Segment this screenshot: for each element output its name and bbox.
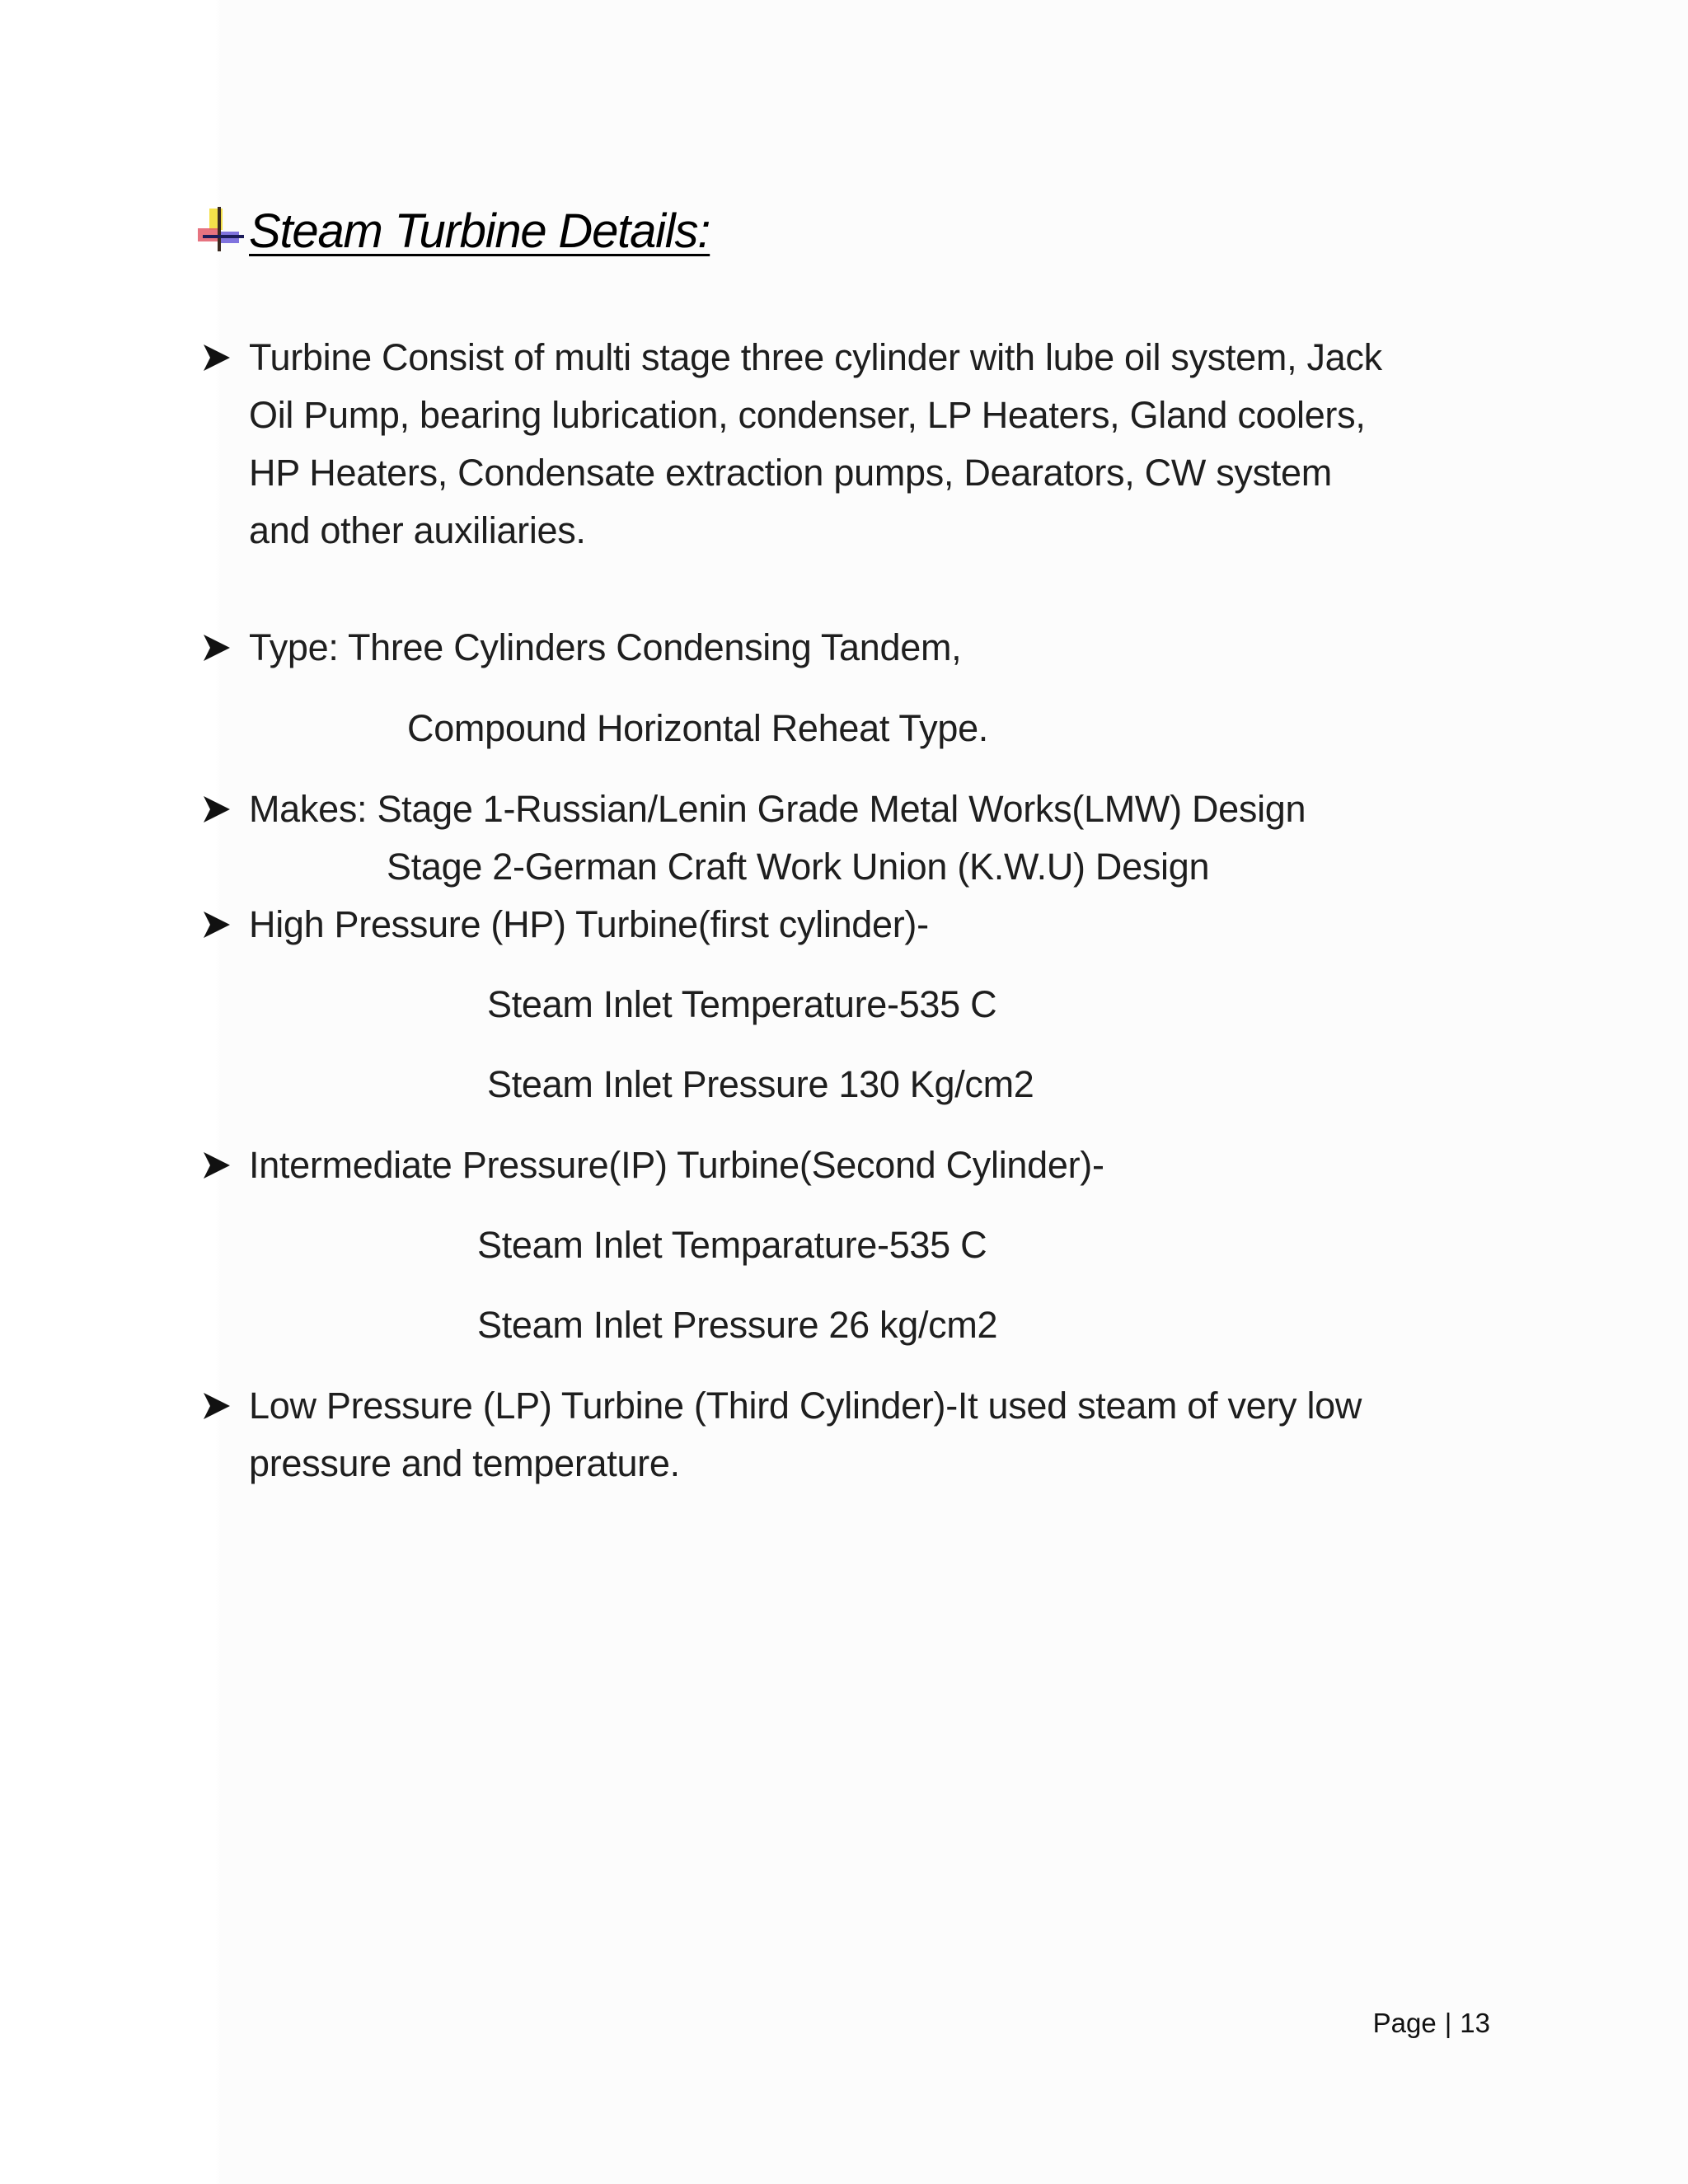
page-separator: | [1444,2008,1452,2038]
list-item-line: Steam Inlet Temparature-535 C [477,1224,987,1266]
list-item-line: Steam Inlet Temperature-535 C [487,983,997,1025]
page-title: Steam Turbine Details: [249,204,710,258]
list-item-line: Compound Horizontal Reheat Type. [407,707,988,749]
list-item-line: Oil Pump, bearing lubrication, condenser, LP Heaters, Gland coolers, [249,394,1366,436]
list-item-line: Makes: Stage 1-Russian/Lenin Grade Metal Works(LMW) Design [249,788,1306,830]
arrowhead-bullet-icon [200,907,233,943]
page-number: 13 [1460,2008,1490,2038]
page-number-footer [1373,2008,1490,2039]
list-item-line: Steam Inlet Pressure 26 kg/cm2 [477,1304,998,1346]
arrowhead-bullet-icon [200,1388,233,1424]
list-item-line: pressure and temperature. [249,1442,680,1484]
list-item-line: Stage 2-German Craft Work Union (K.W.U) Design [387,846,1210,888]
list-item-line: Intermediate Pressure(IP) Turbine(Second Cylinder)- [249,1144,1104,1186]
arrowhead-bullet-icon [200,1147,233,1183]
section-heading [198,198,710,264]
list-item-line: HP Heaters, Condensate extraction pumps, Dearators, CW system [249,452,1332,494]
list-item-line: Turbine Consist of multi stage three cylinder with lube oil system, Jack [249,336,1382,378]
list-item-line: Type: Three Cylinders Condensing Tandem, [249,626,962,668]
list-item-line: Steam Inlet Pressure 130 Kg/cm2 [487,1063,1034,1105]
multicolor-cross-bullet-icon [198,205,249,256]
arrowhead-bullet-icon [200,791,233,827]
arrowhead-bullet-icon [200,340,233,376]
arrowhead-bullet-icon [200,630,233,666]
list-item-line: and other auxiliaries. [249,509,586,551]
page-label: Page [1372,2008,1437,2038]
list-item-line: High Pressure (HP) Turbine(first cylinder)- [249,903,929,945]
list-item-line: Low Pressure (LP) Turbine (Third Cylinder)-It used steam of very low [249,1385,1362,1427]
